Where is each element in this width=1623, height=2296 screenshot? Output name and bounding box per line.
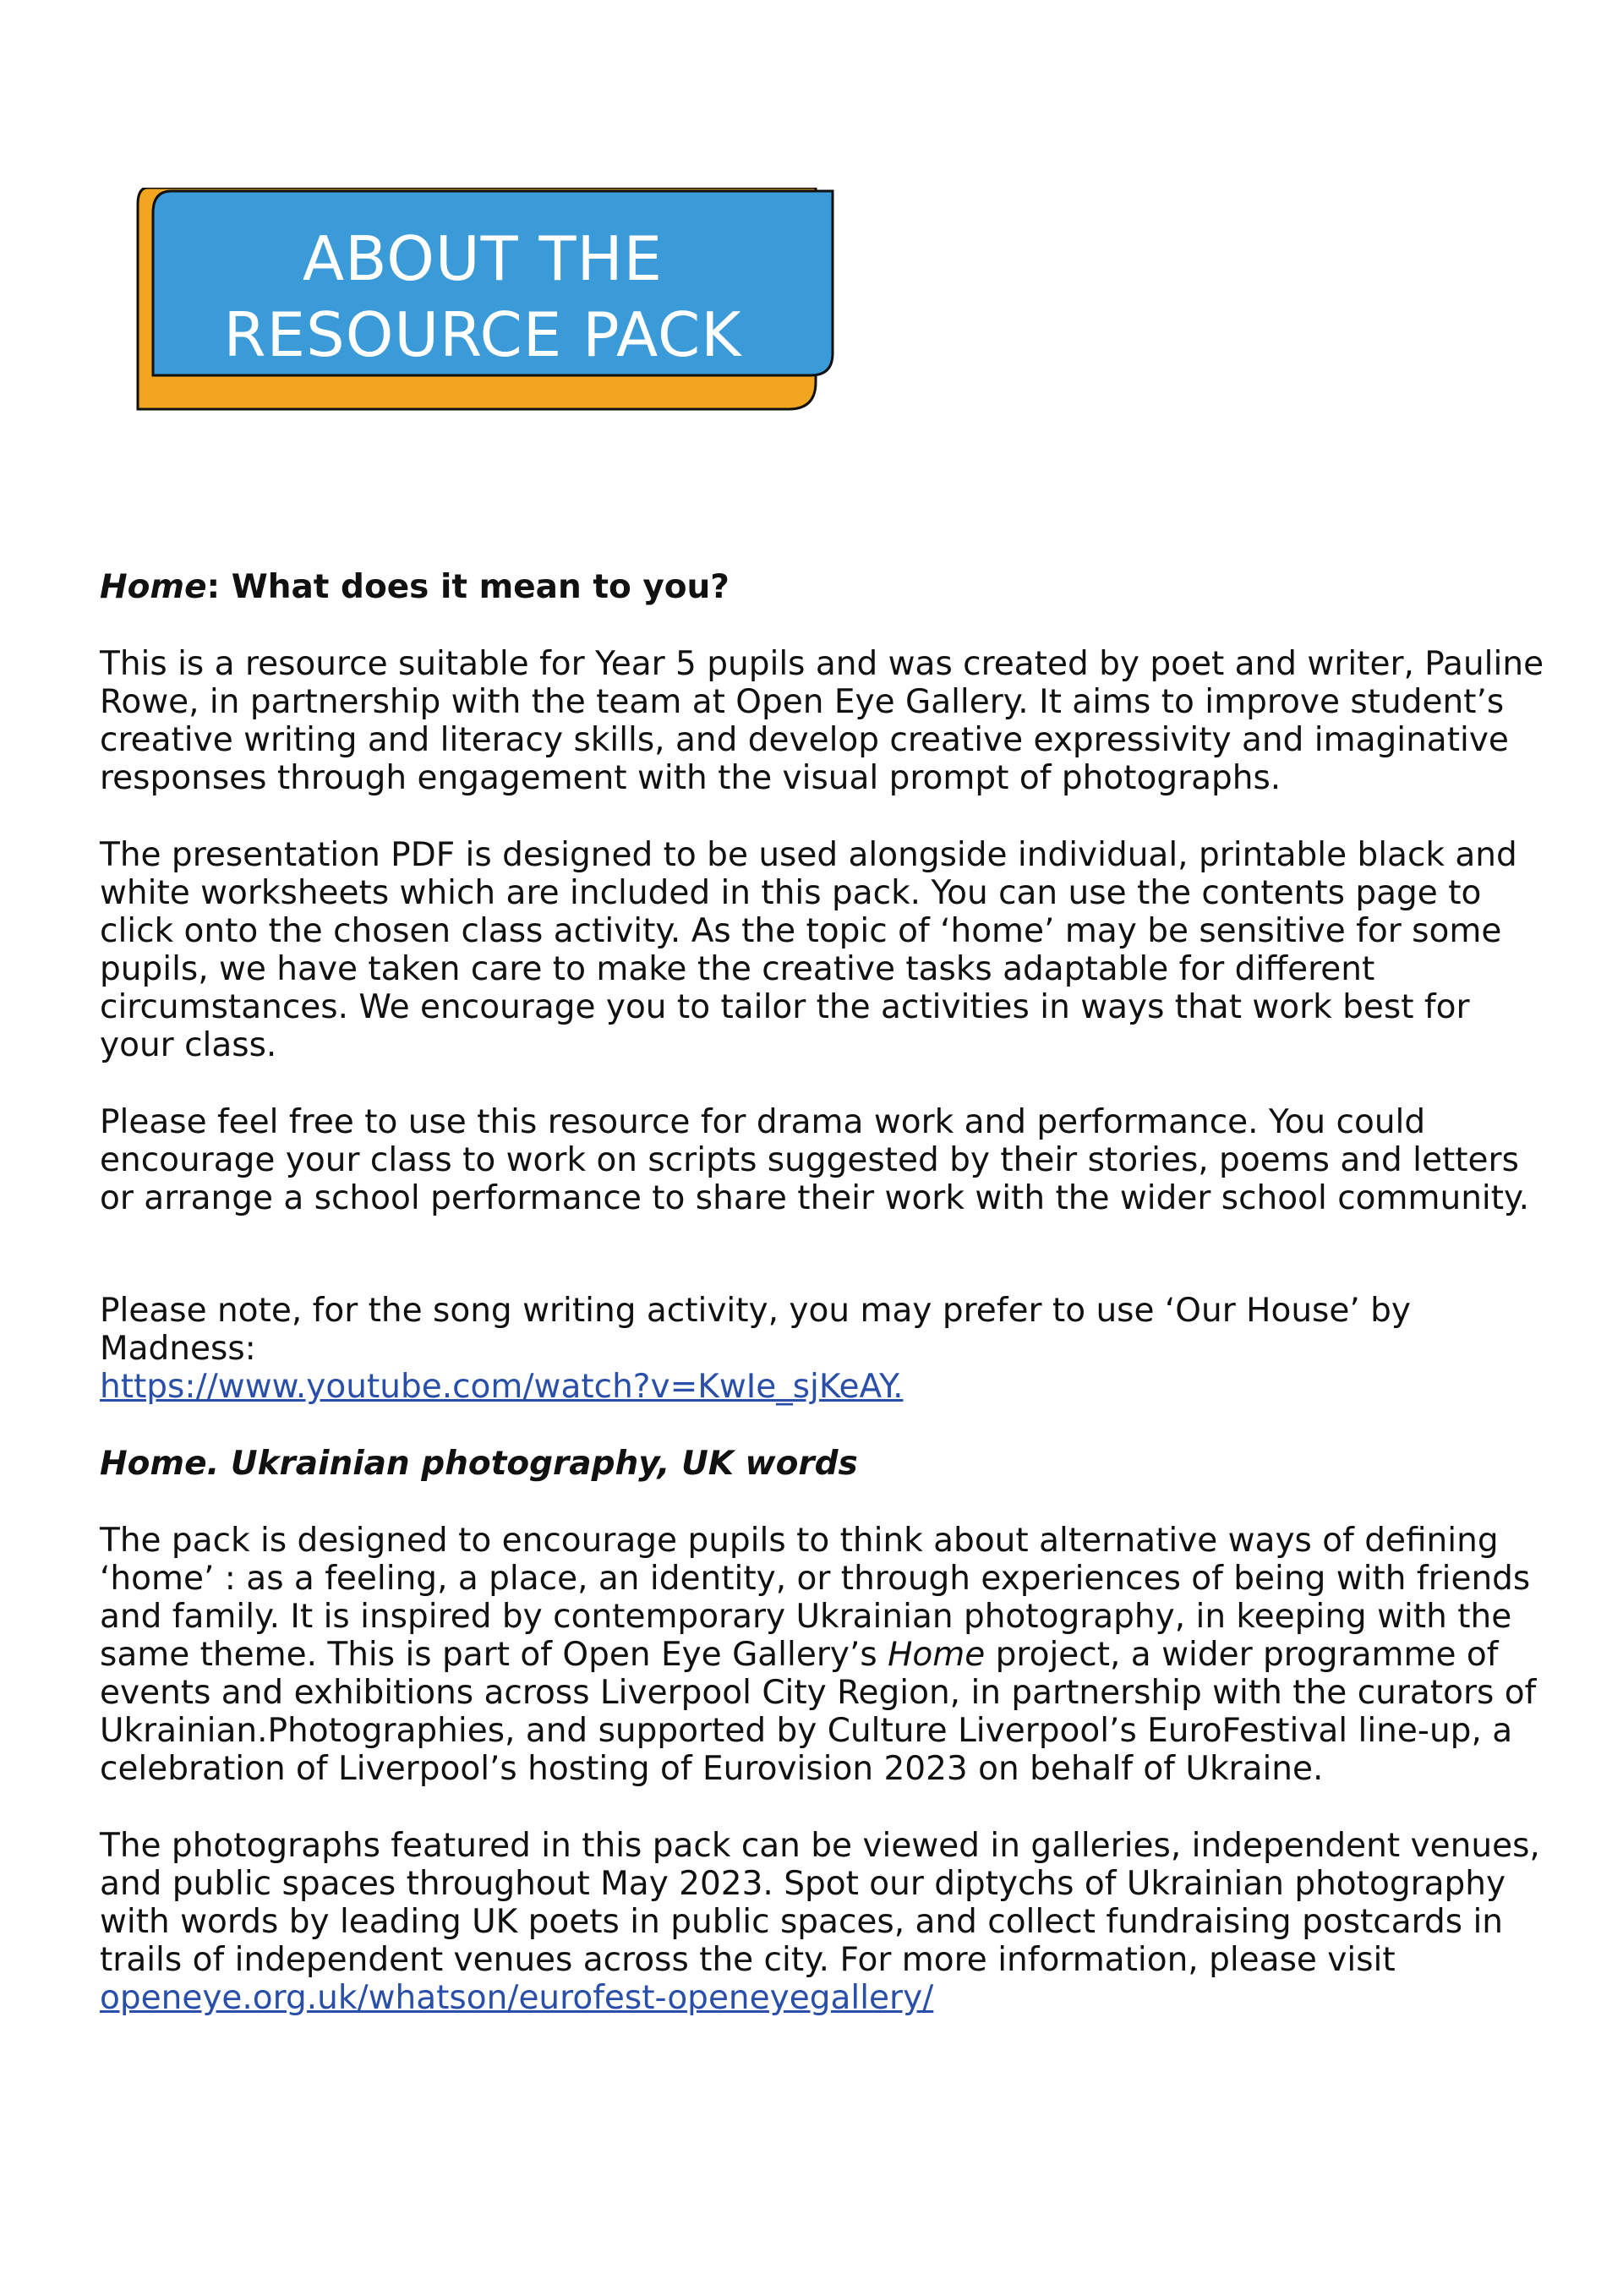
paragraph-pack-design xyxy=(100,1522,1554,1788)
paragraph-intro: This is a resource suitable for Year 5 pupils and was created by poet and writer, Pauline Rowe, in partnership with the team at Open Eye Gallery. It aims to improve student’s creative writing and literacy skills, and develop creative expressivity and imaginative responses through engagement with the visual prompt of photographs. xyxy=(100,645,1544,797)
paragraph-song-note: Please note, for the song writing activity, you may prefer to use ‘Our House’ by Madness: xyxy=(100,1292,1411,1368)
section-heading-home xyxy=(100,568,1554,606)
title-line-2: RESOURCE PACK xyxy=(223,299,742,370)
body-content xyxy=(100,568,1554,2017)
heading-ukrainian-text: Home. Ukrainian photography, UK words xyxy=(100,1445,858,1483)
paragraph-presentation: The presentation PDF is designed to be used alongside individual, printable black and white worksheets which are included in this pack. You can use the contents page to click onto the chosen class activity. As the topic of ‘home’ may be sensitive for some pupils, we have taken care to make the creative tasks adaptable for different circumstances. We encourage you to tailor the activities in ways that work best for your class. xyxy=(100,836,1517,1064)
youtube-link[interactable]: https://www.youtube.com/watch?v=KwIe_sjKeAY. xyxy=(100,1368,904,1406)
pack-text-after: project, a wider programme of events and exhibitions across Liverpool City Region, in partnership with the curators of Ukrainian.Photographies, and supported by Culture Liverpool’s EuroFestival line-up, a celebration of Liverpool’s hosting of Eurovision 2023 on behalf of Ukraine. xyxy=(100,1636,1537,1788)
heading-rest: : What does it mean to you? xyxy=(206,568,730,606)
paragraph-photographs: The photographs featured in this pack can be viewed in galleries, independent venues, and public spaces throughout May 2023. Spot our diptychs of Ukrainian photography with words by leading UK poets in public spaces, and collect fundraising postcards in trails of independent venues across the city. For more information, please visit xyxy=(100,1827,1540,1979)
title-line-1: ABOUT THE xyxy=(302,223,664,294)
pack-text-before: The pack is designed to encourage pupils to think about alternative ways of defining ‘home’ : as a feeling, a place, an identity, or through experiences of being with friends and family. It is inspired by contemporary Ukrainian photography, in keeping with the same theme. This is part of Open Eye Gallery’s xyxy=(100,1522,1531,1674)
openeye-link[interactable]: openeye.org.uk/whatson/eurofest-openeyegallery/ xyxy=(100,1979,934,2017)
section-heading-ukrainian xyxy=(100,1445,1554,1483)
page-title xyxy=(153,216,812,377)
title-badge xyxy=(131,188,841,416)
heading-emphasis: Home xyxy=(100,568,207,606)
home-emphasis: Home xyxy=(888,1636,986,1674)
paragraph-drama: Please feel free to use this resource for drama work and performance. You could encourage your class to work on scripts suggested by their stories, poems and letters or arrange a school performance to share their work with the wider school community. xyxy=(100,1103,1529,1217)
